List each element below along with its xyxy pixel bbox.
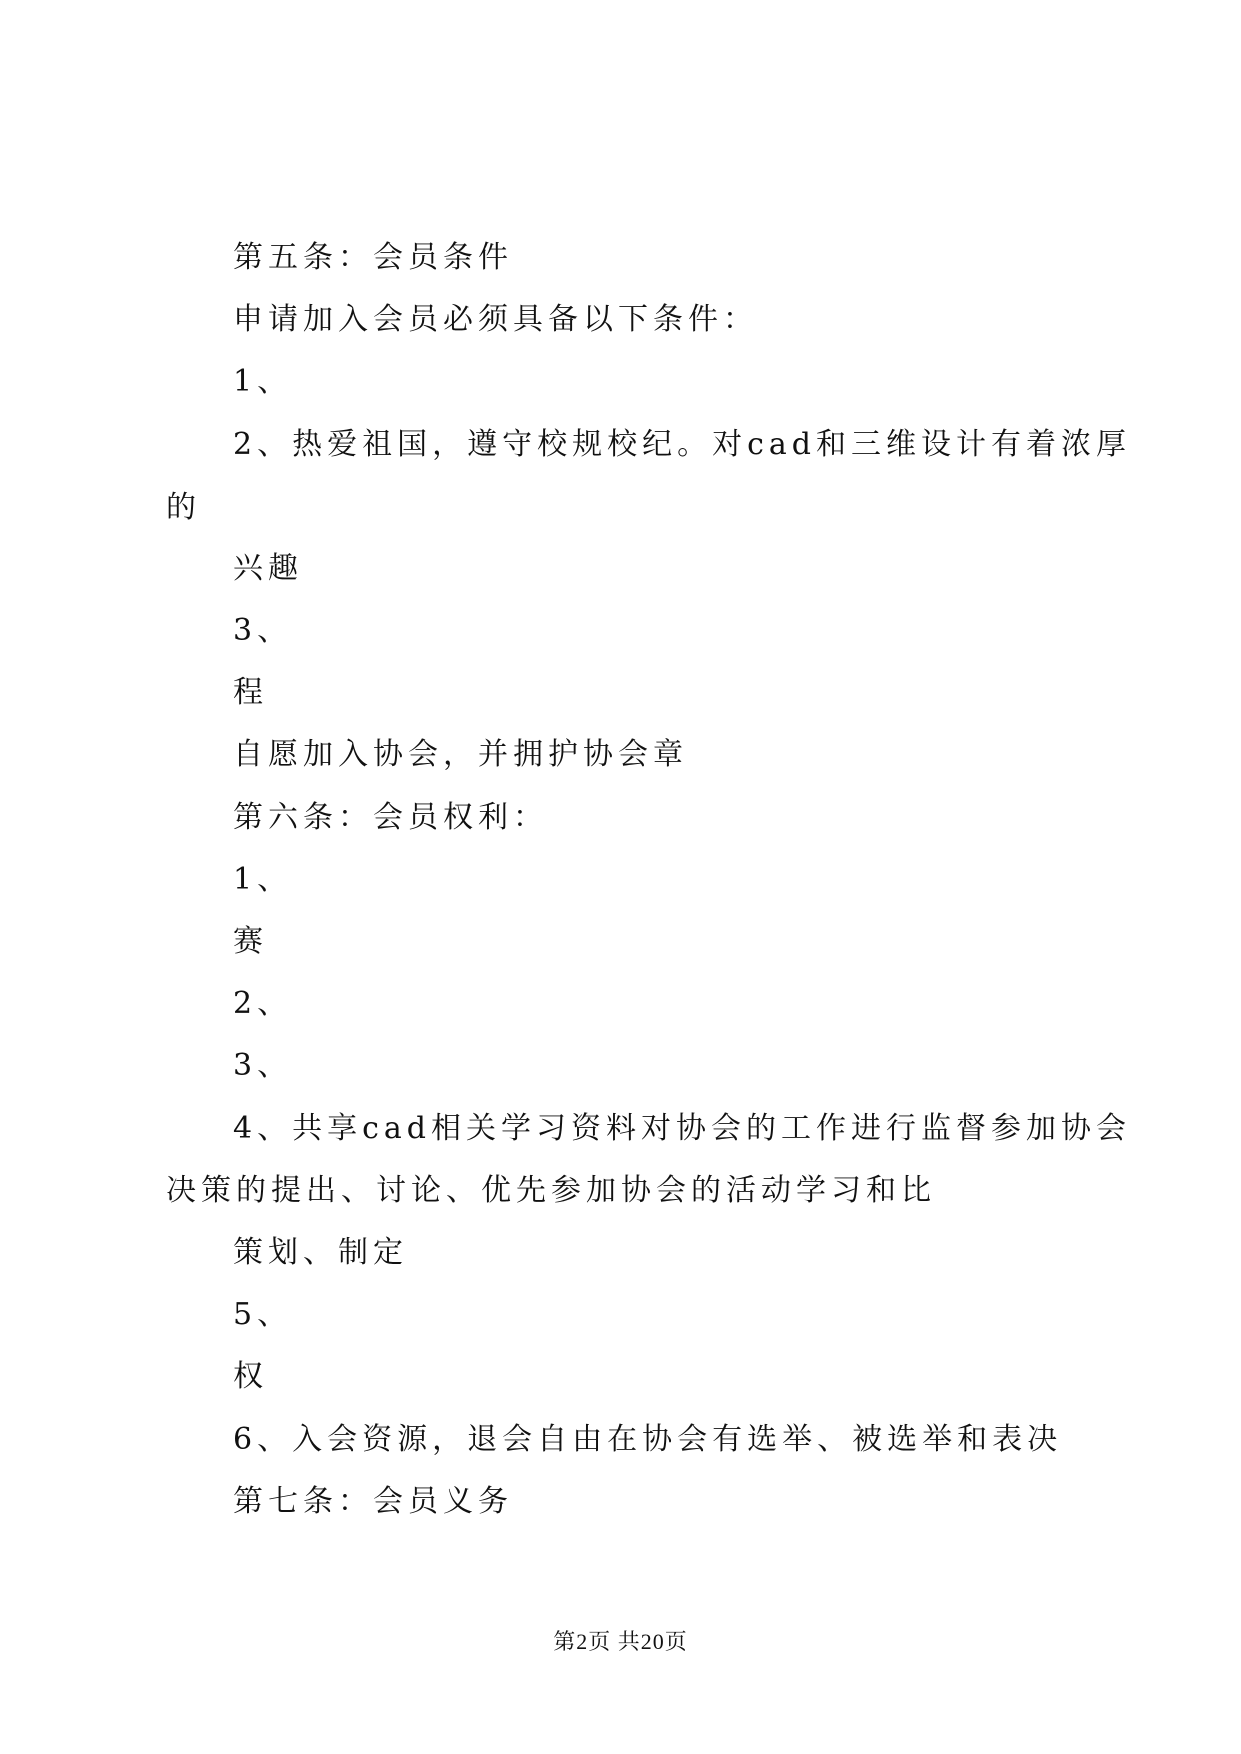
article-6-heading: 第六条：会员权利：	[233, 800, 548, 835]
list-item-number: 1、	[233, 862, 293, 897]
paragraph-line: 决策的提出、讨论、优先参加协会的活动学习和比	[166, 1173, 936, 1208]
paragraph-line: 兴趣	[233, 551, 303, 586]
list-item-number: 3、	[233, 613, 293, 648]
paragraph-line: 赛	[233, 924, 268, 959]
paragraph-line: 程	[233, 675, 268, 710]
paragraph-line: 6、入会资源，退会自由在协会有选举、被选举和表决	[233, 1422, 1063, 1457]
paragraph-line: 权	[233, 1359, 268, 1394]
list-item-number: 2、	[233, 986, 293, 1021]
list-item-number: 5、	[233, 1297, 293, 1332]
list-item-number: 1、	[233, 364, 293, 399]
paragraph-line: 自愿加入协会，并拥护协会章	[233, 737, 688, 772]
paragraph-line: 申请加入会员必须具备以下条件：	[233, 302, 758, 337]
article-5-heading: 第五条：会员条件	[233, 240, 513, 275]
page-number-footer: 第2页 共20页	[553, 1629, 688, 1654]
article-7-heading: 第七条：会员义务	[233, 1484, 513, 1519]
paragraph-line: 4、共享cad相关学习资料对协会的工作进行监督参加协会	[233, 1111, 1131, 1146]
paragraph-line: 2、热爱祖国，遵守校规校纪。对cad和三维设计有着浓厚	[233, 427, 1131, 462]
list-item-number: 3、	[233, 1048, 293, 1083]
paragraph-line: 策划、制定	[233, 1235, 408, 1270]
paragraph-line: 的	[166, 490, 201, 525]
